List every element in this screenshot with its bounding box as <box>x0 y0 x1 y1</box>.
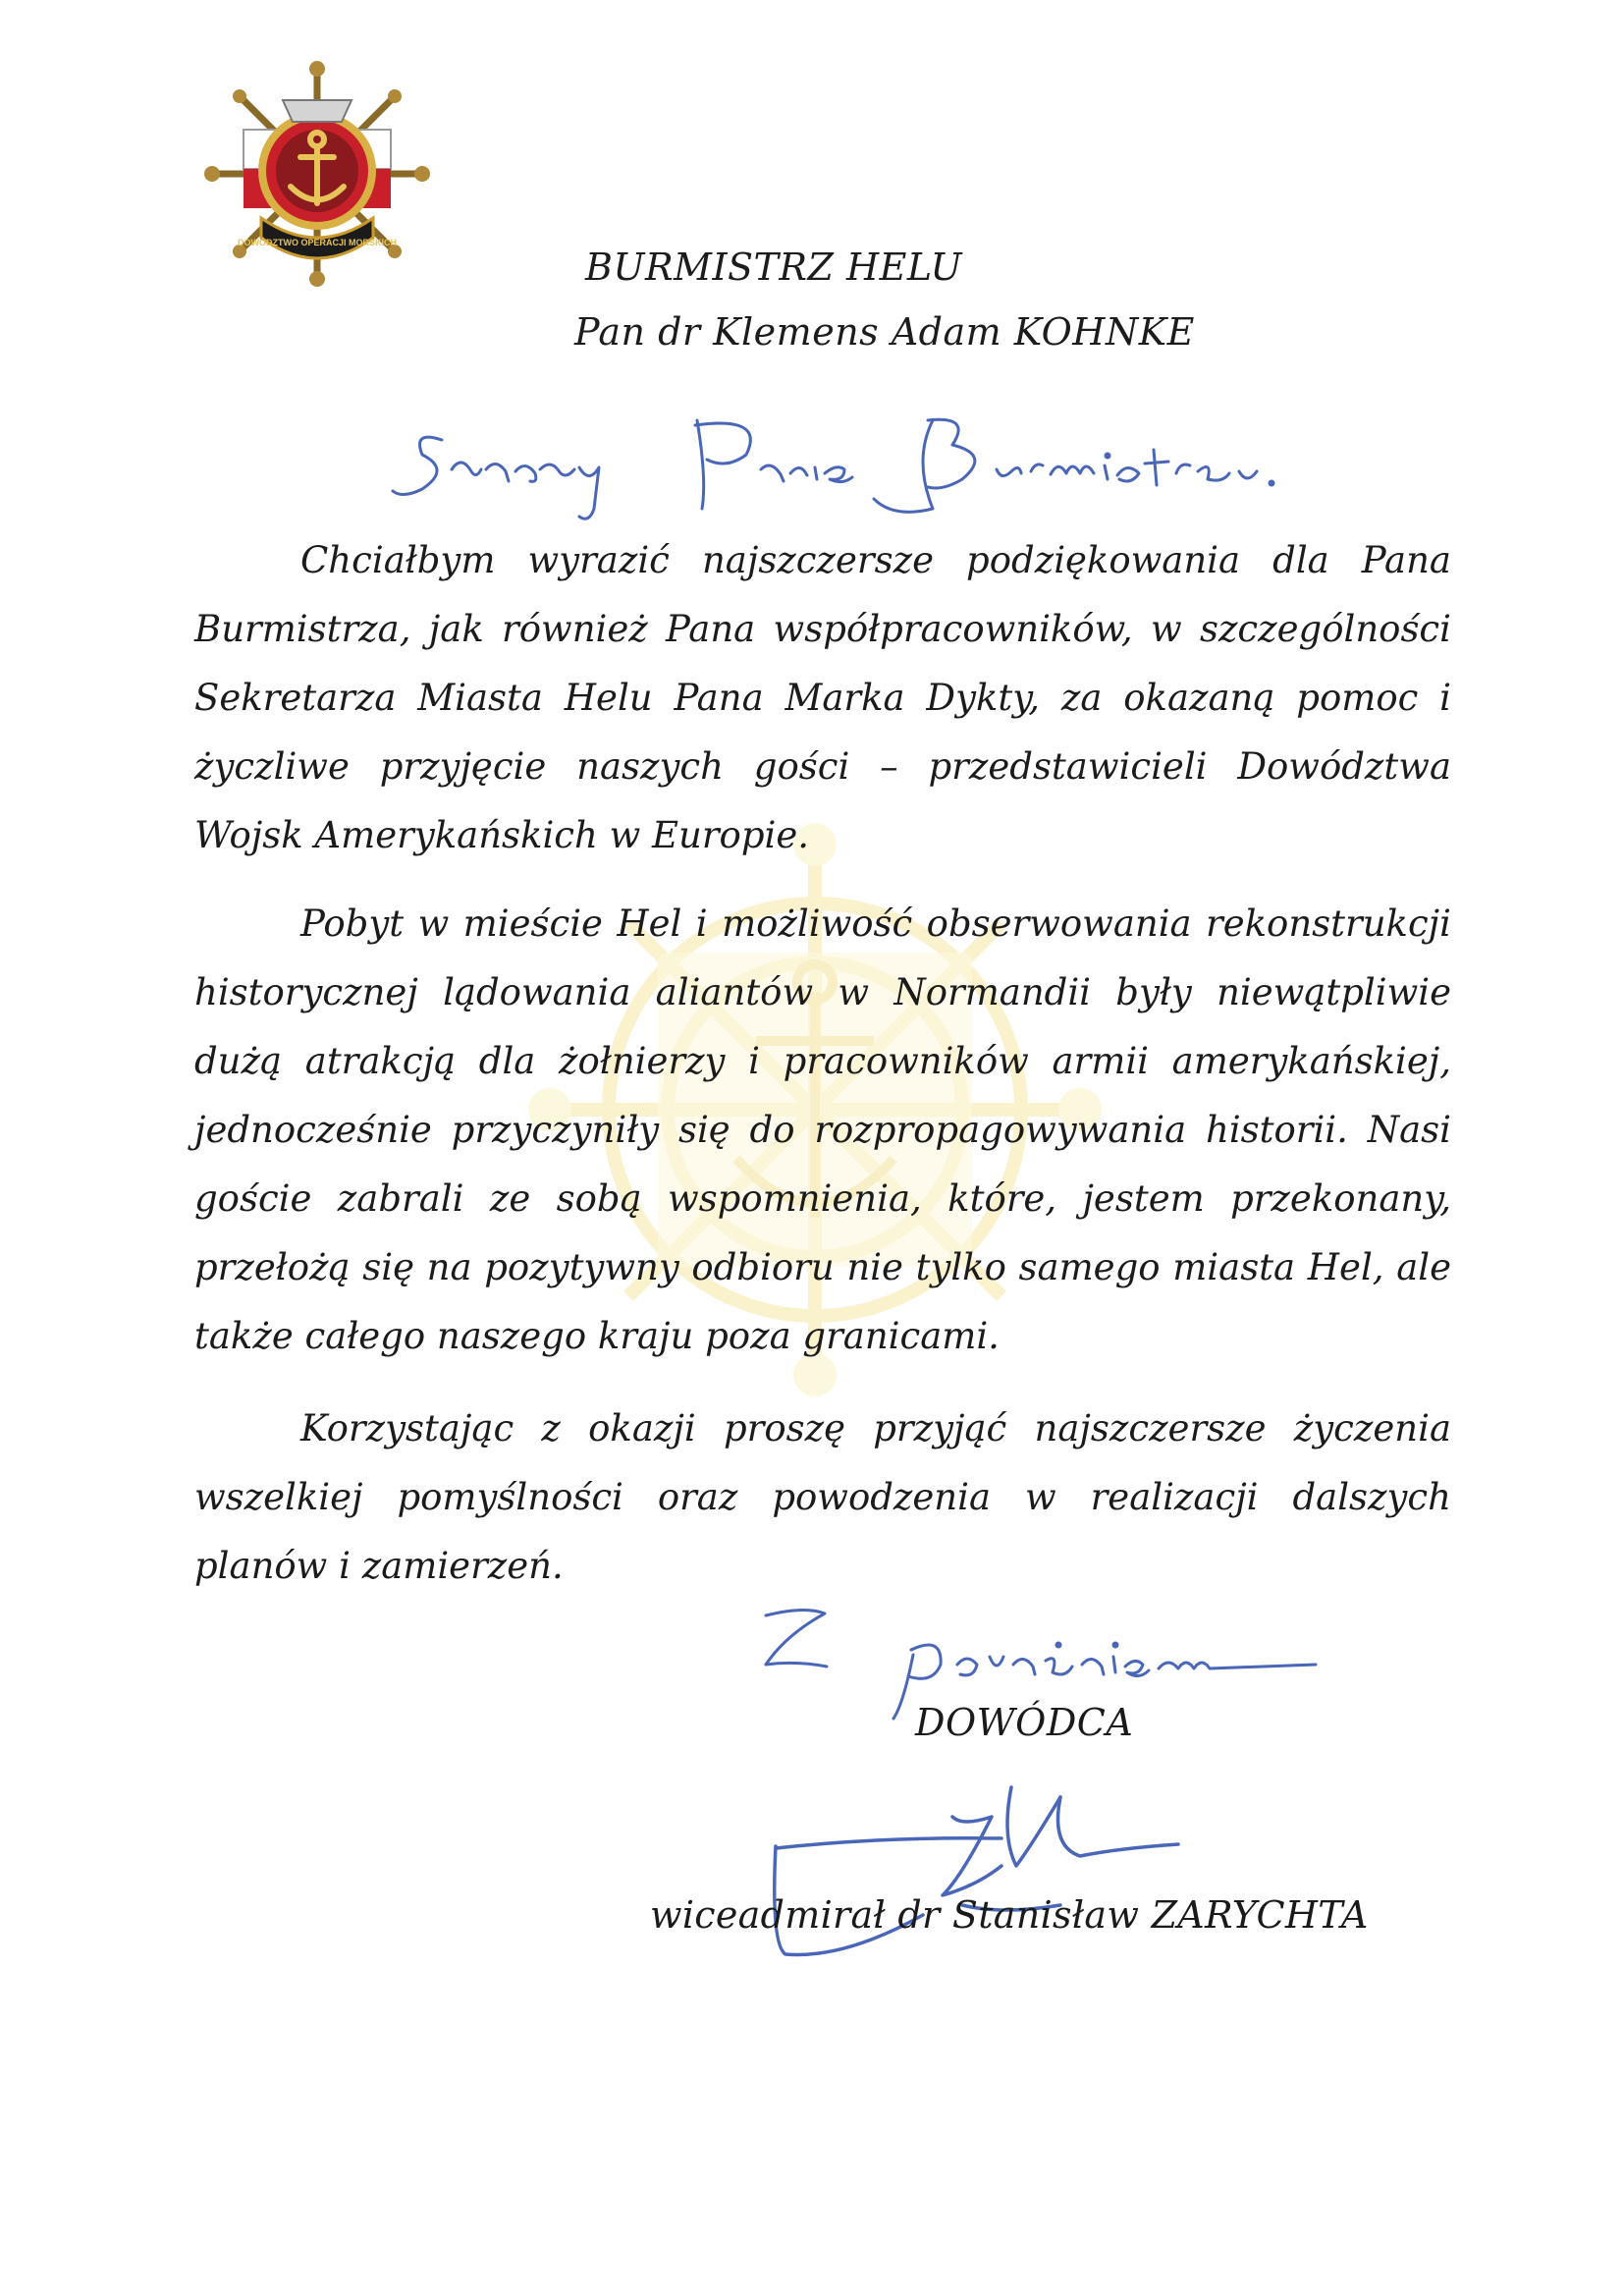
signatory-title: DOWÓDCA <box>915 1701 1134 1744</box>
paragraph-thanks: Chciałbym wyrazić najszczersze podziękowania dla Pana Burmistrza, jak również Pana współpracowników, w szczególności Sekretarza Miasta Helu Pana Marka Dykty, za okazaną pomoc i życzliwe przyjęcie naszych gości – przedstawicieli Dowództwa Wojsk Amerykańskich w Europie. <box>194 539 1451 856</box>
paragraph-wishes: Korzystając z okazji proszę przyjąć najszczersze życzenia wszelkiej pomyślności oraz powodzenia w realizacji dalszych planów i zamierzeń. <box>194 1407 1451 1587</box>
addressee-title: BURMISTRZ HELU <box>585 246 963 289</box>
greeting-text: Szanowny Panie Burmistrzu. <box>383 401 398 402</box>
paragraph-visit: Pobyt w mieście Hel i możliwość obserwowania rekonstrukcji historycznej lądowania aliantów w Normandii były niewątpliwie dużą atrakcją dla żołnierzy i pracowników armii amerykańskiej, jednocześnie przyczyniły się do rozpropagowywania historii. Nasi goście zabrali ze sobą wspomnienia, które, jestem przekonany, przełożą się na pozytywny odbioru nie tylko samego miasta Hel, ale także całego naszego kraju poza granicami. <box>194 902 1451 1357</box>
addressee-name: Pan dr Klemens Adam KOHNKE <box>574 310 1195 354</box>
svg-text:DOWÓDZTWO OPERACJI MORSKICH: DOWÓDZTWO OPERACJI MORSKICH <box>238 238 397 247</box>
closing-text: Z poważaniem <box>746 1596 754 1597</box>
naval-operations-command-emblem-icon <box>204 61 430 287</box>
handwritten-greeting <box>383 401 1325 528</box>
signatory-name: wiceadmirał dr Stanisław ZARYCHTA <box>650 1893 1369 1937</box>
